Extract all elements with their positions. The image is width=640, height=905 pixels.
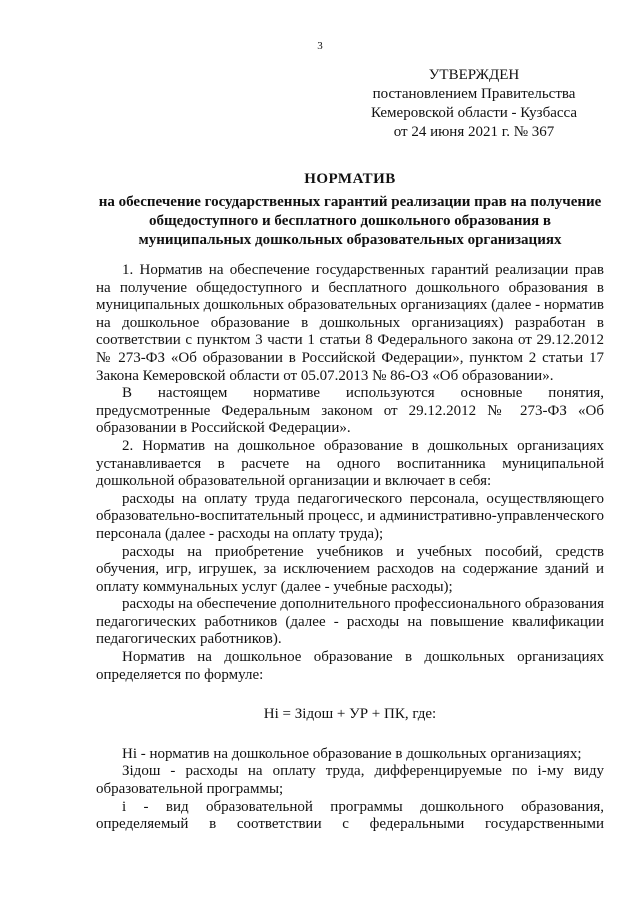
paragraph: В настоящем нормативе используются основные понятия, предусмотренные Федеральным законом от 29.12.2012 № 273-ФЗ «Об образовании в Российской Федерации». — [96, 385, 604, 437]
paragraph: расходы на обеспечение дополнительного профессионального образования педагогических работников (далее - расходы на повышение квалификации педагогических работников). — [96, 596, 604, 648]
approval-stamp — [354, 66, 594, 142]
approval-line: Кемеровской области - Кузбасса — [370, 105, 578, 121]
paragraph: расходы на приобретение учебников и учебных пособий, средств обучения, игр, игрушек, за исключением расходов на содержание зданий и оплату коммунальных услуг (далее - учебные расходы); — [96, 543, 604, 595]
definition: i - вид образовательной программы дошкольного образования, определяемый в соответствии с федеральными государственными — [96, 798, 604, 833]
formula: Нi = Зiдош + УР + ПК, где: — [263, 706, 437, 723]
paragraph: 1. Норматив на обеспечение государственных гарантий реализации прав на получение общедоступного и бесплатного дошкольного образования в муниципальных дошкольных образовательных организациях (далее - норматив на дошкольное образование в дошкольных организациях) разработан в соответствии с пунктом 3 части 1 статьи 8 Федерального закона от 29.12.2012 № 273-ФЗ «Об образовании в Российской Федерации», пунктом 2 статьи 17 Закона Кемеровской области от 05.07.2013 № 86-ОЗ «Об образовании». — [96, 262, 604, 384]
page-number: 3 — [317, 40, 323, 52]
approval-title: УТВЕРЖДЕН — [428, 67, 520, 83]
paragraph: расходы на оплату труда педагогического персонала, осуществляющего образовательно-воспитательный процесс, и административно-управленческого персонала (далее - расходы на оплату труда); — [96, 490, 604, 542]
document-body — [96, 262, 604, 834]
paragraph: 2. Норматив на дошкольное образование в дошкольных организациях устанавливается в расчете на одного воспитанника муниципальной дошкольной образовательной организации и включает в себя: — [96, 437, 604, 490]
document-heading — [96, 170, 604, 250]
approval-line: постановлением Правительства — [372, 86, 576, 102]
approval-line: от 24 июня 2021 г. № 367 — [393, 124, 555, 140]
definition: Зiдош - расходы на оплату труда, дифференцируемые по i-му виду образовательной программы; — [96, 763, 604, 798]
document-subtitle: на обеспечение государственных гарантий реализации прав на получение общедоступного и бесплатного дошкольного образования в муниципальных дошкольных образовательных организациях — [98, 194, 602, 248]
document-title: НОРМАТИВ — [304, 171, 396, 187]
definition: Нi - норматив на дошкольное образование в дошкольных организациях; — [122, 745, 582, 762]
paragraph: Норматив на дошкольное образование в дошкольных организациях определяется по формуле: — [96, 649, 604, 683]
